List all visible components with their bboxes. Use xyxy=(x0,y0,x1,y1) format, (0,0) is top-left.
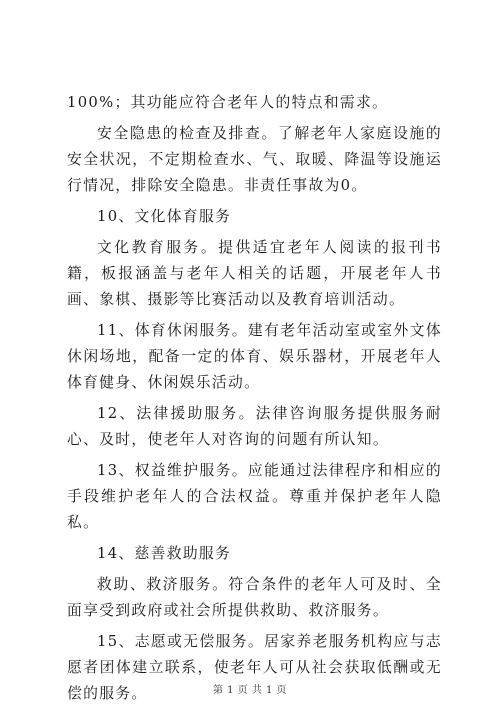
page-footer: 第 1 页 共 1 页 xyxy=(212,685,288,696)
paragraph: 12、法律援助服务。法律咨询服务提供服务耐心、及时，使老年人对咨询的问题有所认知。 xyxy=(67,405,442,448)
section-heading: 10、文化体育服务 xyxy=(97,208,232,225)
paragraph: 15、志愿或无偿服务。居家养老服务机构应与志愿者团体建立联系，使老年人可从社会获取低酬或无偿的服务。 xyxy=(67,633,442,702)
paragraph: 100%；其功能应符合老年人的特点和需求。 xyxy=(67,94,389,111)
paragraph: 13、权益维护服务。应能通过法律程序和相应的手段维护老年人的合法权益。尊重并保护老年人隐私。 xyxy=(67,462,442,531)
paragraph: 文化教育服务。提供适宜老年人阅读的报刊书籍，板报涵盖与老年人相关的话题，开展老年人书画、象棋、摄影等比赛活动以及教育培训活动。 xyxy=(67,239,442,308)
document-body xyxy=(67,90,442,712)
paragraph: 安全隐患的检查及排查。了解老年人家庭设施的安全状况，不定期检查水、气、取暖、降温等设施运行情况，排除安全隐患。非责任事故为0。 xyxy=(67,125,442,194)
paragraph: 救助、救济服务。符合条件的老年人可及时、全面享受到政府或社会所提供救助、救济服务。 xyxy=(67,576,442,619)
paragraph: 11、体育休闲服务。建有老年活动室或室外文体休闲场地，配备一定的体育、娱乐器材，开展老年人体育健身、休闲娱乐活动。 xyxy=(67,322,442,391)
section-heading: 14、慈善救助服务 xyxy=(97,545,232,562)
